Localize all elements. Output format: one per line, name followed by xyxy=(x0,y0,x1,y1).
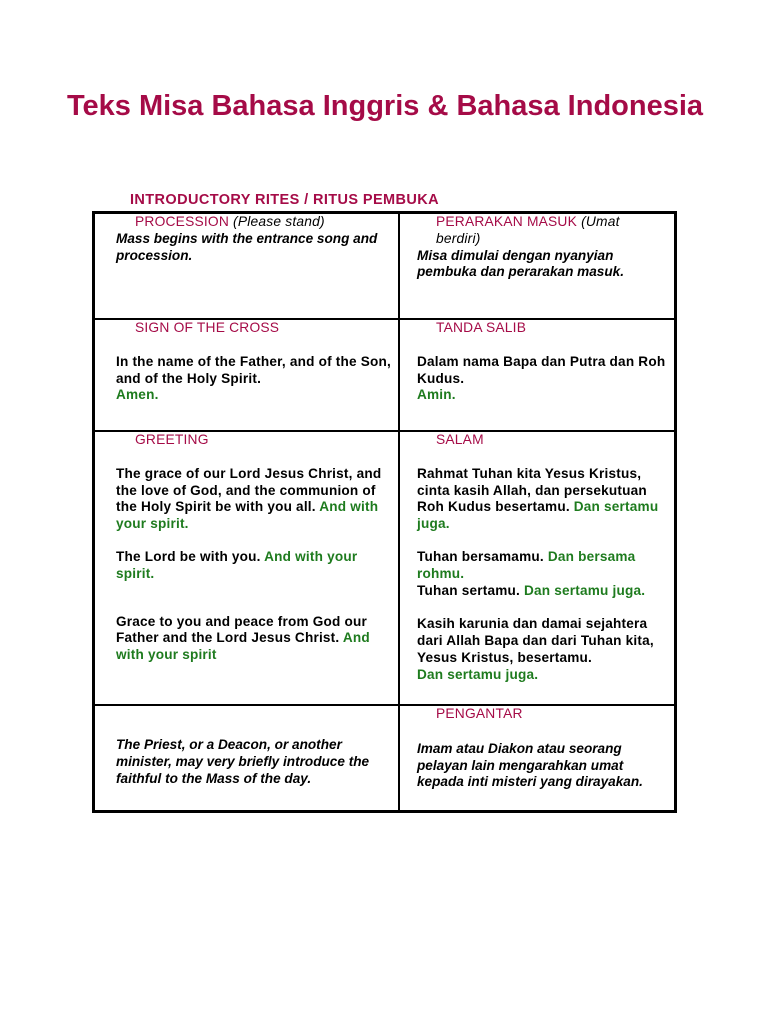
greeting-english-cell xyxy=(94,431,399,705)
mass-text-table xyxy=(92,211,677,813)
cross-text: In the name of the Father, and of the Son, and of the Holy Spirit. xyxy=(116,353,392,386)
procession-note: (Please stand) xyxy=(233,214,325,229)
salam-response-2a: Dan bersama rohmu. xyxy=(417,548,636,581)
salam-heading: SALAM xyxy=(436,432,484,447)
table-row xyxy=(94,431,675,705)
salam-text-2a: Tuhan bersamamu. xyxy=(417,548,544,564)
intro-indonesian-cell xyxy=(399,705,675,811)
page-title: Teks Misa Bahasa Inggris & Bahasa Indonesia xyxy=(66,90,704,122)
perarakan-text: Misa dimulai dengan nyanyian pembuka dan perarakan masuk. xyxy=(417,247,625,280)
cross-response: Amen. xyxy=(116,387,159,403)
cross-heading: SIGN OF THE CROSS xyxy=(135,320,280,335)
perarakan-note: (Umat berdiri) xyxy=(436,214,620,246)
perarakan-heading: PERARAKAN MASUK xyxy=(436,214,578,229)
table-row xyxy=(94,319,675,431)
pengantar-text: Imam atau Diakon atau seorang pelayan lain mengarahkan umat kepada inti misteri yang dirayakan. xyxy=(417,740,643,790)
greeting-text-2: The Lord be with you. xyxy=(116,548,261,564)
cross-indonesian-cell xyxy=(399,319,675,431)
cross-english-cell xyxy=(94,319,399,431)
intro-english-cell xyxy=(94,705,399,811)
salam-response-2b: Dan sertamu juga. xyxy=(524,582,646,598)
salib-heading: TANDA SALIB xyxy=(436,320,527,335)
procession-indonesian-cell xyxy=(399,213,675,319)
procession-english-cell xyxy=(94,213,399,319)
pengantar-heading: PENGANTAR xyxy=(436,706,523,721)
salib-text: Dalam nama Bapa dan Putra dan Roh Kudus. xyxy=(417,353,666,386)
salib-response: Amin. xyxy=(417,387,456,403)
salam-response-3: Dan sertamu juga. xyxy=(417,666,539,682)
salam-text-1: Rahmat Tuhan kita Yesus Kristus, cinta kasih Allah, dan persekutuan Roh Kudus besertamu. xyxy=(417,465,647,515)
salam-response-1: Dan sertamu juga. xyxy=(417,499,659,532)
greeting-text-1: The grace of our Lord Jesus Christ, and the love of God, and the communion of the Holy Spirit be with you all. xyxy=(116,465,382,515)
salam-text-3: Kasih karunia dan damai sejahtera dari Allah Bapa dan dari Tuhan kita, Yesus Kristus, besertamu. xyxy=(417,616,654,665)
table-row xyxy=(94,705,675,811)
greeting-response-3: And with your spirit xyxy=(116,630,370,663)
greeting-response-1: And with your spirit. xyxy=(116,499,379,532)
greeting-indonesian-cell xyxy=(399,431,675,705)
greeting-heading: GREETING xyxy=(135,432,209,447)
procession-text: Mass begins with the entrance song and procession. xyxy=(116,230,378,263)
greeting-text-3: Grace to you and peace from God our Father and the Lord Jesus Christ. xyxy=(116,613,367,646)
table-row xyxy=(94,213,675,319)
section-heading: INTRODUCTORY RITES / RITUS PEMBUKA xyxy=(130,192,439,208)
greeting-response-2: And with your spirit. xyxy=(116,548,358,581)
intro-text: The Priest, or a Deacon, or another minister, may very briefly introduce the faithful to the Mass of the day. xyxy=(116,737,370,786)
procession-heading: PROCESSION xyxy=(135,214,229,229)
salam-text-2b: Tuhan sertamu. xyxy=(417,582,521,598)
